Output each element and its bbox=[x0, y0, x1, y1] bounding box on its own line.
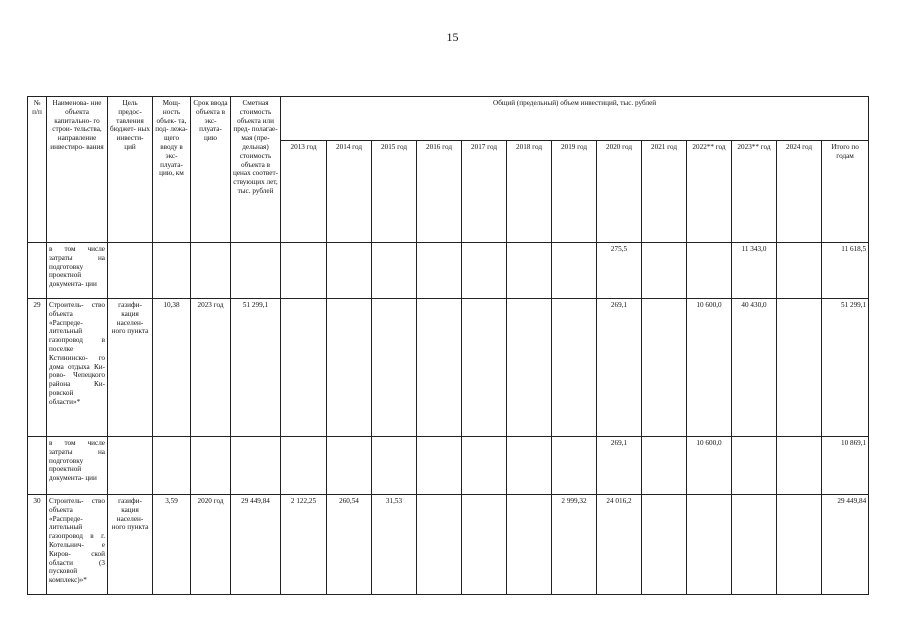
cell-term: 2020 год bbox=[191, 495, 231, 595]
cell-capacity bbox=[153, 243, 191, 299]
cell-value: 24 016,2 bbox=[597, 495, 642, 595]
cell-capacity: 10,38 bbox=[153, 299, 191, 437]
cell-value bbox=[642, 495, 687, 595]
header-year: 2021 год bbox=[642, 141, 687, 243]
cell-value bbox=[372, 437, 417, 495]
cell-value bbox=[462, 437, 507, 495]
cell-value bbox=[281, 299, 327, 437]
header-year: 2020 год bbox=[597, 141, 642, 243]
table-row bbox=[28, 437, 869, 495]
cell-value bbox=[462, 243, 507, 299]
header-year: 2015 год bbox=[372, 141, 417, 243]
cell-value bbox=[462, 495, 507, 595]
cell-goal bbox=[108, 437, 153, 495]
cell-value bbox=[687, 495, 732, 595]
cell-value bbox=[642, 243, 687, 299]
cell-value bbox=[777, 495, 822, 595]
cell-goal bbox=[108, 243, 153, 299]
cell-num: 29 bbox=[28, 299, 47, 437]
table-row bbox=[28, 495, 869, 595]
cell-goal: газифи- кация населен- ного пункта bbox=[108, 299, 153, 437]
cell-estimate bbox=[231, 243, 281, 299]
cell-value bbox=[281, 437, 327, 495]
cell-value: 10 600,0 bbox=[687, 437, 732, 495]
header-year: 2023** год bbox=[732, 141, 777, 243]
cell-value: 31,53 bbox=[372, 495, 417, 595]
cell-capacity: 3,59 bbox=[153, 495, 191, 595]
header-year: 2024 год bbox=[777, 141, 822, 243]
header-object-name: Наименова- ние объекта капитально- го строи- тельства, направление инвестиро- вания bbox=[47, 97, 108, 243]
cell-value bbox=[777, 243, 822, 299]
cell-num: 30 bbox=[28, 495, 47, 595]
cell-object-name: Строитель- ство объекта «Распреде- лительный газопровод в г. Котельнич- е Киров- ской области (3 пусковой комплекс)»* bbox=[47, 495, 108, 595]
cell-value: 269,1 bbox=[597, 299, 642, 437]
cell-value bbox=[327, 299, 372, 437]
cell-value: 40 430,0 bbox=[732, 299, 777, 437]
cell-capacity bbox=[153, 437, 191, 495]
header-year: 2018 год bbox=[507, 141, 552, 243]
cell-object-name: в том числе затраты на подготовку проектной документа- ции bbox=[47, 243, 108, 299]
header-term: Срок ввода объекта в экс- плуата- цию bbox=[191, 97, 231, 243]
cell-value bbox=[372, 299, 417, 437]
cell-value bbox=[552, 299, 597, 437]
cell-value bbox=[417, 299, 462, 437]
header-total-investment: Общий (предельный) объем инвестиций, тыс. рублей bbox=[281, 97, 869, 141]
cell-value bbox=[507, 437, 552, 495]
cell-total: 51 299,1 bbox=[822, 299, 869, 437]
header-year: 2013 год bbox=[281, 141, 327, 243]
cell-total: 10 869,1 bbox=[822, 437, 869, 495]
cell-value bbox=[507, 299, 552, 437]
cell-value bbox=[507, 495, 552, 595]
page-number: 15 bbox=[446, 30, 459, 44]
cell-value: 2 999,32 bbox=[552, 495, 597, 595]
cell-value bbox=[417, 243, 462, 299]
header-year: 2017 год bbox=[462, 141, 507, 243]
cell-value bbox=[417, 437, 462, 495]
header-num: № п/п bbox=[28, 97, 47, 243]
cell-value bbox=[327, 437, 372, 495]
cell-total: 11 618,5 bbox=[822, 243, 869, 299]
cell-value bbox=[642, 299, 687, 437]
cell-value bbox=[732, 437, 777, 495]
cell-value: 11 343,0 bbox=[732, 243, 777, 299]
cell-value bbox=[642, 437, 687, 495]
cell-term bbox=[191, 243, 231, 299]
header-year-total: Итого по годам bbox=[822, 141, 869, 243]
cell-value bbox=[507, 243, 552, 299]
cell-value: 2 122,25 bbox=[281, 495, 327, 595]
header-estimate: Сметная стоимость объекта или пред- полагае- мая (пре- дельная) стоимость объекта в ценах соответ- ствующих лет, тыс. рублей bbox=[231, 97, 281, 243]
cell-value: 275,5 bbox=[597, 243, 642, 299]
cell-value bbox=[552, 243, 597, 299]
cell-term bbox=[191, 437, 231, 495]
cell-goal: газифи- кация населен- ного пункта bbox=[108, 495, 153, 595]
cell-object-name: Строитель- ство объекта «Распреде- лительный газопровод в поселке Кстининско- го дома отдыха Ки- рово- Чепецкого района Ки- ровской области»* bbox=[47, 299, 108, 437]
cell-object-name: в том числе затраты на подготовку проектной документа- ции bbox=[47, 437, 108, 495]
table-row bbox=[28, 243, 869, 299]
header-year: 2014 год bbox=[327, 141, 372, 243]
header-year: 2016 год bbox=[417, 141, 462, 243]
cell-value: 10 600,0 bbox=[687, 299, 732, 437]
header-capacity: Мощ- ность объек- та, под- лежа- щего вводу в экс- плуата- цию, км bbox=[153, 97, 191, 243]
cell-estimate: 51 299,1 bbox=[231, 299, 281, 437]
cell-value bbox=[462, 299, 507, 437]
header-year: 2022** год bbox=[687, 141, 732, 243]
cell-term: 2023 год bbox=[191, 299, 231, 437]
cell-value bbox=[777, 437, 822, 495]
header-year: 2019 год bbox=[552, 141, 597, 243]
cell-num bbox=[28, 243, 47, 299]
investment-table bbox=[27, 96, 869, 595]
cell-value: 260,54 bbox=[327, 495, 372, 595]
cell-value bbox=[732, 495, 777, 595]
cell-num bbox=[28, 437, 47, 495]
cell-value: 269,1 bbox=[597, 437, 642, 495]
table-row bbox=[28, 299, 869, 437]
header-goal: Цель предос- тавления бюджет- ных инвести- ций bbox=[108, 97, 153, 243]
cell-value bbox=[552, 437, 597, 495]
cell-total: 29 449,84 bbox=[822, 495, 869, 595]
cell-estimate: 29 449,84 bbox=[231, 495, 281, 595]
cell-value bbox=[327, 243, 372, 299]
cell-value bbox=[372, 243, 417, 299]
cell-value bbox=[417, 495, 462, 595]
cell-estimate bbox=[231, 437, 281, 495]
cell-value bbox=[777, 299, 822, 437]
cell-value bbox=[281, 243, 327, 299]
cell-value bbox=[687, 243, 732, 299]
